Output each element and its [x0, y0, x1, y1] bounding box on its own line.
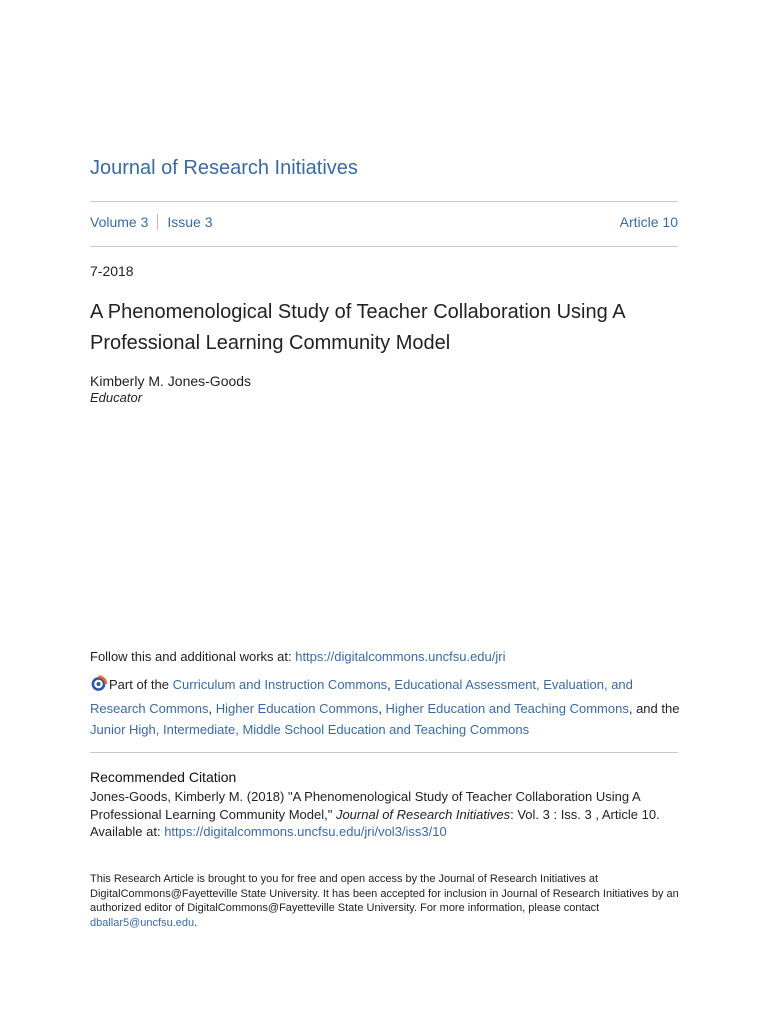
separator-text: , [208, 701, 216, 716]
citation-heading: Recommended Citation [90, 769, 237, 785]
publication-date: 7-2018 [90, 263, 134, 279]
junior-high-commons-link[interactable]: Junior High, Intermediate, Middle School Education and Teaching Commons [90, 722, 530, 737]
contact-email-link[interactable]: dballar5@uncfsu.edu [90, 916, 195, 929]
divider [90, 201, 678, 202]
educational-assessment-commons-link[interactable]: Educational Assessment, Evaluation, and Research Commons [90, 677, 633, 716]
footer-text: This Research Article is brought to you for free and open access by the Journal of Research Initiatives at DigitalCommons@Fayetteville State University. It has been accepted for inclusion in Journal of Research Initiatives by an authorized editor of DigitalCommons@Fayetteville State University. For more information, please contact [90, 873, 679, 914]
divider [90, 752, 678, 753]
citation-volume-text: : Vol. 3 : Iss. 3 , Article 10. [510, 806, 660, 822]
article-link[interactable]: Article 10 [619, 214, 678, 230]
article-title: A Phenomenological Study of Teacher Collaboration Using A Professional Learning Community Model [90, 301, 625, 354]
issue-bar [90, 214, 678, 230]
network-icon [90, 675, 107, 698]
separator-text: , and the [628, 701, 680, 716]
separator-text: , [378, 701, 386, 716]
curriculum-commons-link[interactable]: Curriculum and Instruction Commons [172, 677, 388, 692]
author-name: Kimberly M. Jones-Goods [90, 373, 252, 389]
volume-link[interactable]: Volume 3 [90, 214, 149, 230]
citation-url-link[interactable]: https://digitalcommons.uncfsu.edu/jri/vol3/iss3/10 [164, 824, 447, 839]
divider [90, 246, 678, 247]
higher-education-commons-link[interactable]: Higher Education Commons [215, 701, 379, 716]
footer-note [90, 872, 680, 930]
follow-line [90, 649, 506, 664]
part-of-commons [90, 674, 680, 740]
author-affiliation: Educator [90, 390, 143, 405]
footer-end: . [194, 916, 198, 929]
citation-journal-name: Journal of Research Initiatives [335, 806, 511, 822]
higher-education-teaching-commons-link[interactable]: Higher Education and Teaching Commons [385, 701, 629, 716]
issue-link[interactable]: Issue 3 [167, 214, 213, 230]
citation-body [90, 788, 680, 841]
follow-url-link[interactable]: https://digitalcommons.uncfsu.edu/jri [295, 649, 506, 664]
follow-label: Follow this and additional works at: [90, 649, 296, 664]
part-of-prefix: Part of the [109, 677, 173, 692]
separator [157, 214, 158, 230]
journal-title[interactable]: Journal of Research Initiatives [90, 157, 358, 179]
available-at-label: Available at: [90, 824, 165, 839]
citation-text: Jones-Goods, Kimberly M. (2018) "A Phenomenological Study of Teacher Collaboration Using A Professional Learning Community Model," [90, 789, 640, 822]
separator-text: , [387, 677, 395, 692]
